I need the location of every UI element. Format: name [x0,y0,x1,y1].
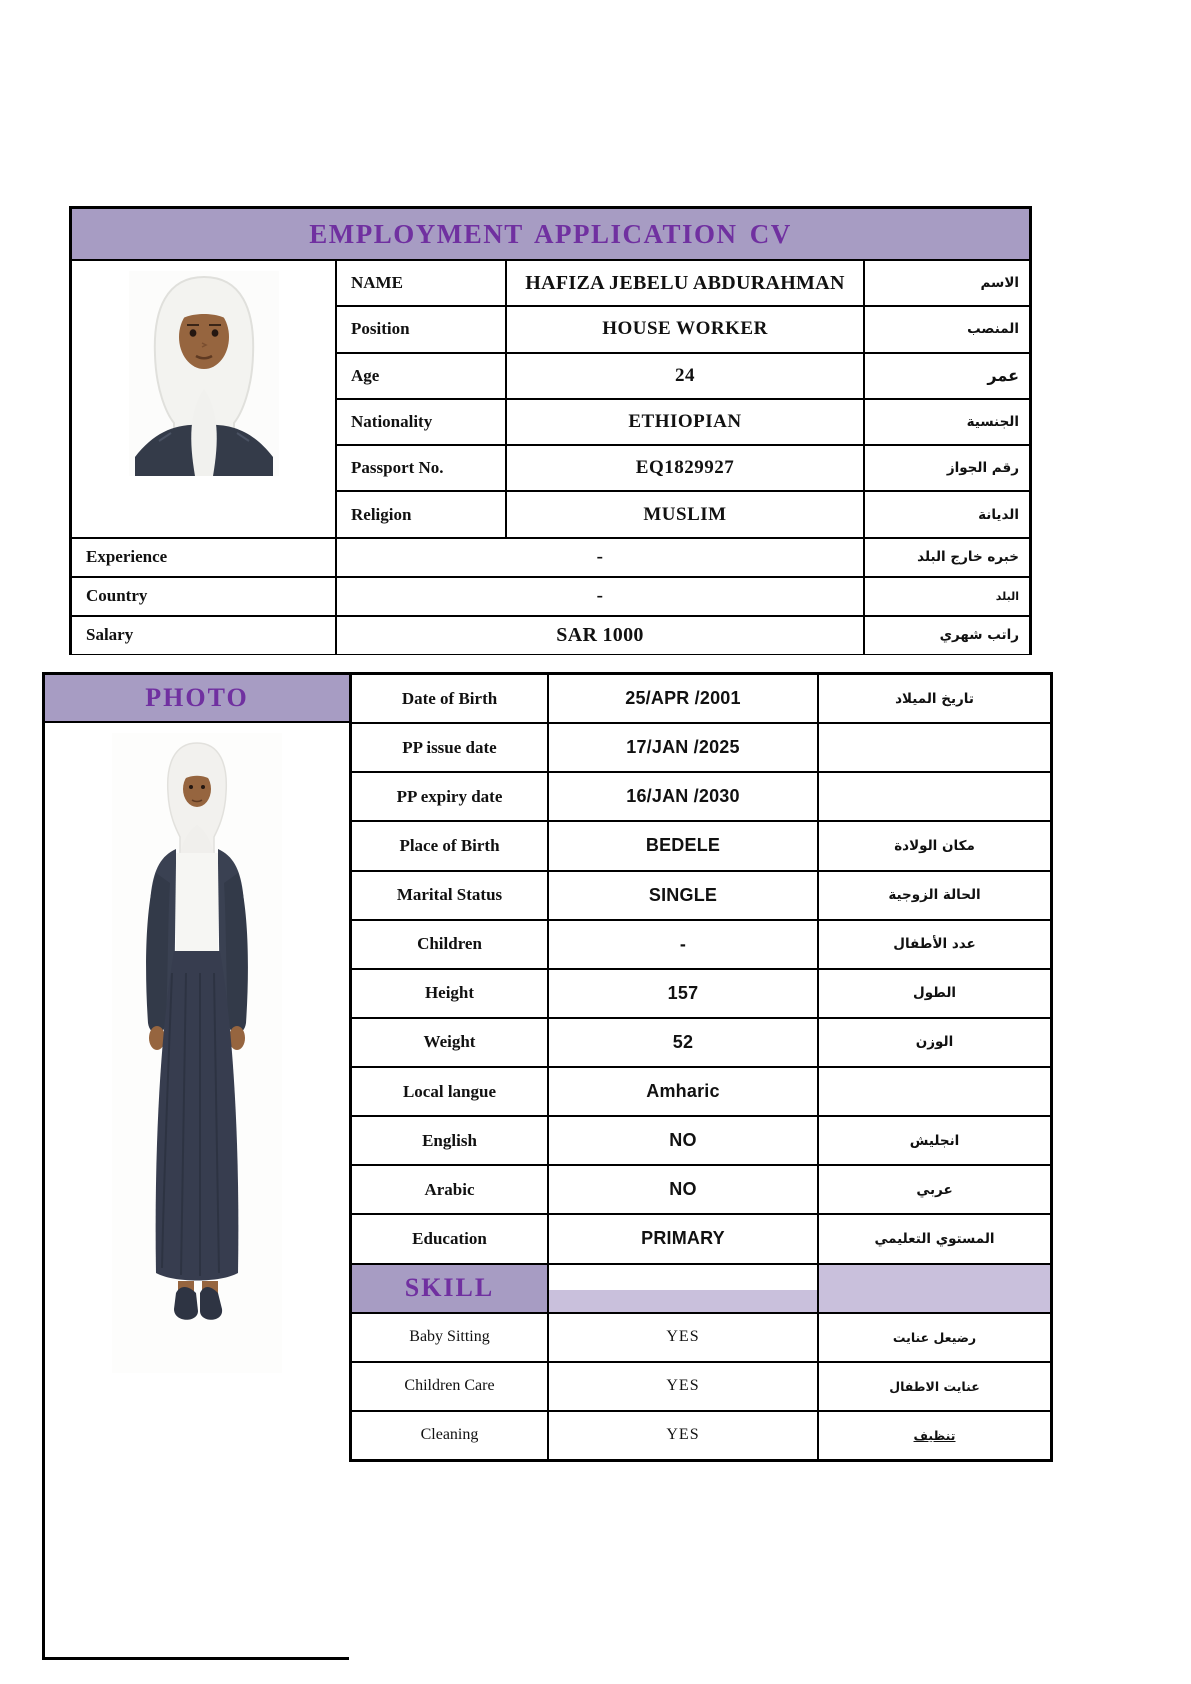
marital-status-label: Marital Status [352,872,547,919]
full-body-photo-cell [45,723,349,1373]
name-value: HAFIZA JEBELU ABDURAHMAN [507,261,863,305]
local-language-arabic-label [819,1068,1050,1115]
applicant-portrait-photo [129,271,279,476]
salary-value: SAR 1000 [337,617,863,654]
arabic-language-arabic-label: عربي [819,1166,1050,1213]
photo-heading: PHOTO [145,683,249,712]
local-language-value: Amharic [549,1068,817,1115]
age-value: 24 [507,354,863,398]
religion-label: Religion [337,492,505,536]
weight-arabic-label: الوزن [819,1019,1050,1066]
experience-arabic-label: خبره خارج البلد [865,539,1029,576]
cleaning-arabic-label: تنظيف [819,1412,1050,1459]
education-arabic-label: المستوي التعليمي [819,1215,1050,1262]
religion-value: MUSLIM [507,492,863,536]
name-label: NAME [337,261,505,305]
arabic-language-value: NO [549,1166,817,1213]
children-care-arabic-label: عنايت الاطفال [819,1363,1050,1410]
english-label: English [352,1117,547,1164]
photo-column [42,672,349,1660]
weight-label: Weight [352,1019,547,1066]
name-arabic-label: الاسم [865,261,1029,305]
skill-heading-arabic-cell [819,1265,1050,1312]
salary-label: Salary [72,617,335,654]
position-label: Position [337,307,505,351]
cleaning-value: YES [549,1412,817,1459]
pp-issue-date-value: 17/JAN /2025 [549,724,817,771]
experience-value: - [337,539,863,576]
place-of-birth-value: BEDELE [549,822,817,869]
place-of-birth-label: Place of Birth [352,822,547,869]
english-arabic-label: انجليش [819,1117,1050,1164]
country-label: Country [72,578,335,615]
pp-issue-date-label: PP issue date [352,724,547,771]
baby-sitting-arabic-label: رضيعل عنايت [819,1314,1050,1361]
pp-expiry-date-arabic-label [819,773,1050,820]
children-arabic-label: عدد الأطفال [819,921,1050,968]
nationality-label: Nationality [337,400,505,444]
passport-no-label: Passport No. [337,446,505,490]
details-table [349,672,1053,1462]
document-title: EMPLOYMENT APPLICATION CV [309,218,792,249]
height-arabic-label: الطول [819,970,1050,1017]
passport-no-arabic-label: رقم الجواز [865,446,1029,490]
education-value: PRIMARY [549,1215,817,1262]
pp-expiry-date-value: 16/JAN /2030 [549,773,817,820]
date-of-birth-label: Date of Birth [352,675,547,722]
country-value: - [337,578,863,615]
english-value: NO [549,1117,817,1164]
skill-split-white [549,1265,817,1291]
marital-status-arabic-label: الحالة الزوجية [819,872,1050,919]
education-label: Education [352,1215,547,1262]
passport-no-value: EQ1829927 [507,446,863,490]
salary-arabic-label: راتب شهري [865,617,1029,654]
marital-status-value: SINGLE [549,872,817,919]
nationality-value: ETHIOPIAN [507,400,863,444]
baby-sitting-value: YES [549,1314,817,1361]
document-title-band [72,209,1029,259]
arabic-language-label: Arabic [352,1166,547,1213]
applicant-full-body-photo [112,733,282,1373]
skill-heading-cell [352,1265,547,1312]
skill-heading: SKILL [404,1273,495,1303]
nationality-arabic-label: الجنسية [865,400,1029,444]
position-value: HOUSE WORKER [507,307,863,351]
height-value: 157 [549,970,817,1017]
date-of-birth-arabic-label: تاريخ الميلاد [819,675,1050,722]
children-value: - [549,921,817,968]
photo-heading-band [45,675,349,723]
age-arabic-label: عمر [865,354,1029,398]
age-label: Age [337,354,505,398]
weight-value: 52 [549,1019,817,1066]
skill-split-band [549,1290,817,1311]
experience-label: Experience [72,539,335,576]
country-arabic-label: البلد [865,578,1029,615]
children-care-label: Children Care [352,1363,547,1410]
religion-arabic-label: الديانة [865,492,1029,536]
personal-info-table [69,206,1032,655]
portrait-photo-cell [72,261,335,537]
skill-heading-value-cell [549,1265,817,1312]
children-label: Children [352,921,547,968]
place-of-birth-arabic-label: مكان الولادة [819,822,1050,869]
height-label: Height [352,970,547,1017]
cleaning-label: Cleaning [352,1412,547,1459]
pp-issue-date-arabic-label [819,724,1050,771]
baby-sitting-label: Baby Sitting [352,1314,547,1361]
position-arabic-label: المنصب [865,307,1029,351]
date-of-birth-value: 25/APR /2001 [549,675,817,722]
pp-expiry-date-label: PP expiry date [352,773,547,820]
children-care-value: YES [549,1363,817,1410]
local-language-label: Local langue [352,1068,547,1115]
